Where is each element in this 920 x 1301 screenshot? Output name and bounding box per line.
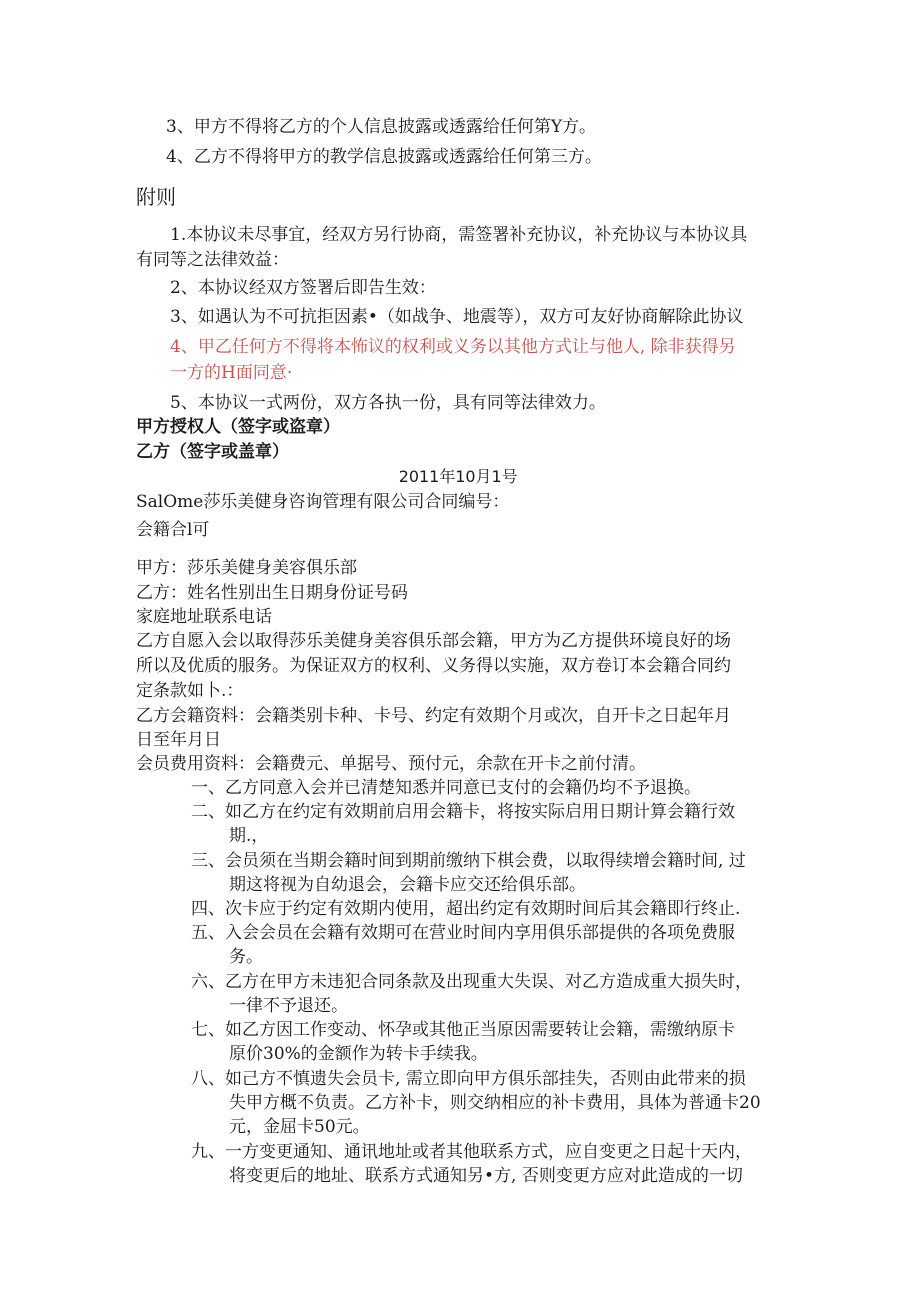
- clause-6-line-1: 六、乙方在甲方未违犯合同条款及出现重大失误、对乙方造成重大损失时，: [191, 972, 752, 992]
- membership-line-2: 日至年月日: [136, 730, 221, 750]
- appendix-item-3: 3、如遇认为不可抗拒因素•（如战争、地震等），双方可友好协商解除此协议: [170, 307, 744, 327]
- membership-line-1: 乙方会籍资料：会籍类别卡种、卡号、约定有效期个月或次，自开卡之日起年月: [136, 706, 731, 726]
- intro-line-2: 所以及优质的服务。为保证双方的权利、义务得以实施，双方卷订本会籍合同约: [136, 656, 731, 676]
- clause-3-line-1: 三、会员须在当期会籍时间到期前缴纳下棋会费，以取得续增会籍时间, 过: [191, 851, 746, 871]
- appendix-heading: 附则: [136, 185, 176, 209]
- contract-party-a: 甲方：莎乐美健身美容俱乐部: [136, 558, 357, 578]
- privacy-item-4: 4、乙方不得将甲方的教学信息披露或透露给任何第三方。: [166, 147, 602, 167]
- contract-title: 会籍合l可: [136, 520, 210, 540]
- clause-6-line-2: 一律不予退还。: [229, 996, 348, 1016]
- signature-date: 2011年10月1号: [398, 467, 518, 486]
- party-a-signature: 甲方授权人（签字或盗章）: [136, 417, 340, 437]
- clause-2-line-1: 二、如乙方在约定有效期前启用会籍卡，将按实际启用日期计算会籍行效: [191, 802, 735, 822]
- contract-address: 家庭地址联系电话: [136, 607, 272, 627]
- clause-8-line-1: 八、如己方不慎遗失会员卡, 需立即向甲方俱乐部挂失，否则由此带来的损: [191, 1069, 746, 1089]
- clause-7-line-1: 七、如乙方因工作变动、怀孕或其他正当原因需要转让会籍，需缴纳原卡: [191, 1020, 735, 1040]
- appendix-item-1-line-2: 有同等之法律效益：: [136, 250, 289, 270]
- clause-9-line-1: 九、一方变更通知、通讯地址或者其他联系方式，应自变更之日起十天内，: [191, 1142, 752, 1162]
- privacy-item-3: 3、甲方不得将乙方的个人信息披露或透露给任何第Y方。: [166, 117, 597, 137]
- clause-9-line-2: 将变更后的地址、联系方式通知另•方, 否则变更方应对此造成的一切: [229, 1166, 743, 1186]
- appendix-item-4-line-1: 4、甲乙任何方不得将本怖议的权利或义务以其他方式让与他人, 除非获得另: [170, 337, 736, 357]
- fee-line: 会员费用资料：会籍费元、单据号、预付元，余款在开卡之前付清。: [136, 754, 646, 774]
- clause-5-line-1: 五、入会会员在会籍有效期可在营业时间内享用俱乐部提供的各项免费服: [191, 923, 735, 943]
- clause-7-line-2: 原价30%的金额作为转卡手续我。: [229, 1044, 488, 1064]
- appendix-item-2: 2、本协议经双方签署后即告生效：: [170, 278, 436, 298]
- clause-1: 一、乙方同意入会并已清楚知悉并同意已支付的会籍仍均不予退换。: [191, 778, 701, 798]
- clause-4: 四、次卡应于约定有效期内使用，超出约定有效期时间后其会籍即行终止.: [191, 899, 741, 919]
- clause-8-line-2: 失甲方概不负责。乙方补卡，则交纳相应的补卡费用，具体为普通卡20: [229, 1093, 761, 1113]
- party-b-signature: 乙方（签字或盖章）: [136, 442, 289, 462]
- appendix-item-1-line-1: 1.本协议未尽事宜，经双方另行协商，需签署补充协议，补充协议与本协议具: [170, 225, 748, 245]
- appendix-item-4-line-2: 一方的H面同意·: [170, 363, 293, 383]
- contract-party-b: 乙方：姓名性别出生日期身份证号码: [136, 583, 408, 603]
- intro-line-1: 乙方自愿入会以取得莎乐美健身美容俱乐部会籍，甲方为乙方提供环境良好的场: [136, 631, 731, 651]
- intro-line-3: 定条款如卜.：: [136, 681, 244, 701]
- clause-3-line-2: 期这将视为自幼退会，会籍卡应交还给俱乐部。: [229, 875, 586, 895]
- appendix-item-5: 5、本协议一式两份，双方各执一份，具有同等法律效力。: [170, 393, 606, 413]
- clause-2-line-2: 期.，: [229, 826, 269, 846]
- company-contract-number: SalOme莎乐美健身咨询管理有限公司合同编号：: [136, 492, 510, 512]
- clause-8-line-3: 元，金屈卡50元。: [229, 1117, 370, 1137]
- clause-5-line-2: 务。: [229, 947, 263, 967]
